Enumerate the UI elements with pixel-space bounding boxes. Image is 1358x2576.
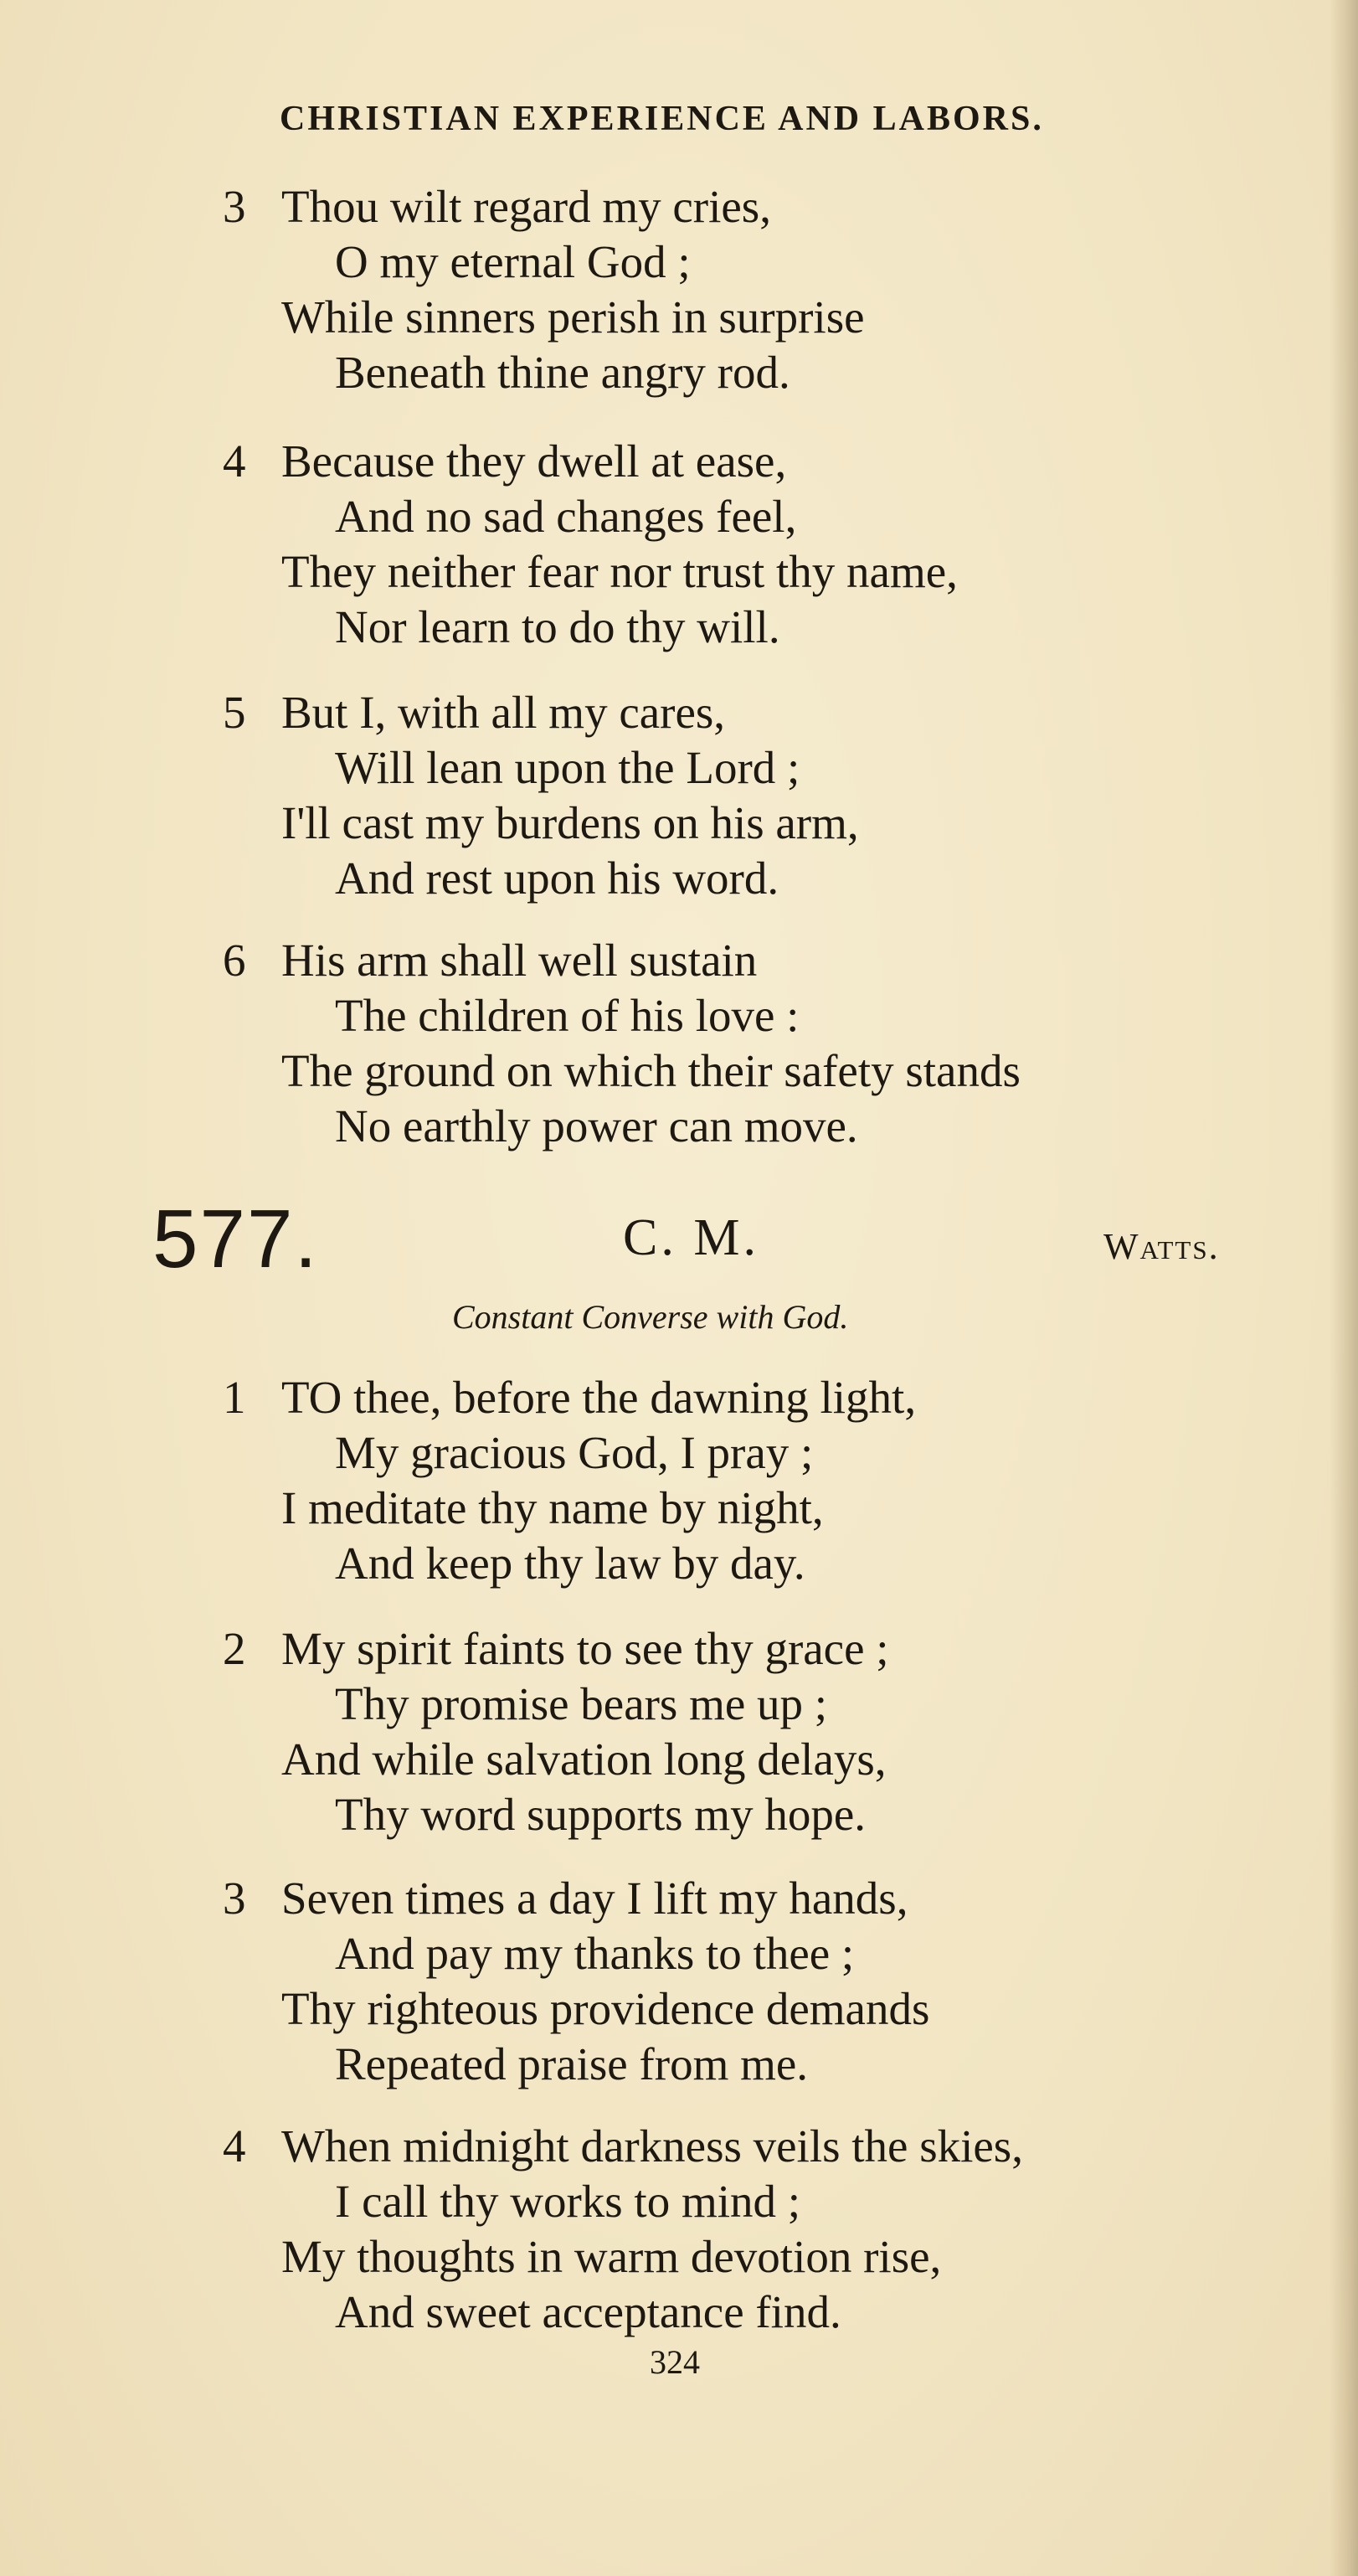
stanza (0, 1621, 889, 1842)
stanza (0, 1370, 916, 1591)
verse-line: Will lean upon the Lord ; (335, 742, 800, 793)
verse-line: My spirit faints to see thy grace ; (281, 1623, 889, 1674)
hymn-meter: C. M. (623, 1209, 759, 1266)
verse-line: They neither fear nor trust thy name, (281, 546, 958, 597)
verse-line: TO thee, before the dawning light, (281, 1372, 917, 1423)
stanza-number: 4 (223, 2120, 246, 2172)
hymn-header (0, 1193, 1358, 1285)
hymn-number: 577. (152, 1193, 319, 1285)
hymn-subtitle: Constant Converse with God. (452, 1298, 849, 1336)
verse-line: My thoughts in warm devotion rise, (281, 2231, 942, 2282)
verse-line: The ground on which their safety stands (281, 1045, 1021, 1096)
verse-line: Nor learn to do thy will. (335, 601, 780, 652)
verse-line: And pay my thanks to thee ; (335, 1928, 855, 1979)
verse-line: My gracious God, I pray ; (335, 1427, 814, 1478)
stanza (0, 933, 1021, 1154)
stanza (0, 179, 865, 400)
stanza-number: 6 (223, 935, 246, 986)
stanza-number: 4 (223, 435, 246, 487)
verse-line: Repeated praise from me. (335, 2038, 809, 2089)
hymn-author: Watts. (1103, 1226, 1220, 1267)
verse-line: Seven times a day I lift my hands, (281, 1873, 908, 1924)
stanza-first-line (0, 1871, 929, 1926)
verse-line: Because they dwell at ease, (281, 435, 787, 487)
verse-line: But I, with all my cares, (281, 687, 726, 738)
stanza-first-line (0, 685, 859, 740)
verse-line: While sinners perish in surprise (281, 291, 865, 343)
verse-line: And no sad changes feel, (335, 491, 797, 542)
stanza-first-line (0, 179, 865, 234)
verse-line: And while salvation long delays, (281, 1734, 887, 1785)
stanza-number: 2 (223, 1623, 246, 1674)
stanza (0, 434, 958, 655)
verse-line: The children of his love : (335, 990, 800, 1041)
verse-line: Thy promise bears me up ; (335, 1678, 828, 1729)
verse-line: And sweet acceptance find. (335, 2286, 841, 2337)
verse-line: Beneath thine angry rod. (335, 347, 790, 398)
running-head: CHRISTIAN EXPERIENCE AND LABORS. (280, 100, 1044, 138)
page-edge-shadow (1330, 0, 1358, 2576)
verse-line: Thy word supports my hope. (335, 1789, 866, 1840)
verse-line: I'll cast my burdens on his arm, (281, 797, 859, 848)
stanza-first-line (0, 1621, 889, 1677)
verse-line: Thou wilt regard my cries, (281, 181, 771, 232)
page-number: 324 (650, 2343, 700, 2381)
verse-line: When midnight darkness veils the skies, (281, 2120, 1023, 2172)
verse-line: And keep thy law by day. (335, 1538, 805, 1589)
stanza-first-line (0, 434, 958, 489)
stanza (0, 685, 859, 906)
stanza-number: 3 (223, 1873, 246, 1924)
stanza-number: 1 (223, 1372, 246, 1423)
verse-line: I call thy works to mind ; (335, 2176, 801, 2227)
verse-line: No earthly power can move. (335, 1100, 858, 1151)
verse-line: And rest upon his word. (335, 853, 779, 904)
stanza-first-line (0, 2119, 1023, 2174)
stanza-first-line (0, 933, 1021, 988)
verse-line: I meditate thy name by night, (281, 1482, 824, 1533)
stanza-first-line (0, 1370, 916, 1425)
stanza-number: 5 (223, 687, 246, 738)
stanza (0, 2119, 1023, 2340)
verse-line: His arm shall well sustain (281, 935, 758, 986)
verse-line: Thy righteous providence demands (281, 1983, 930, 2034)
stanza (0, 1871, 929, 2092)
verse-line: O my eternal God ; (335, 236, 691, 287)
stanza-number: 3 (223, 181, 246, 232)
